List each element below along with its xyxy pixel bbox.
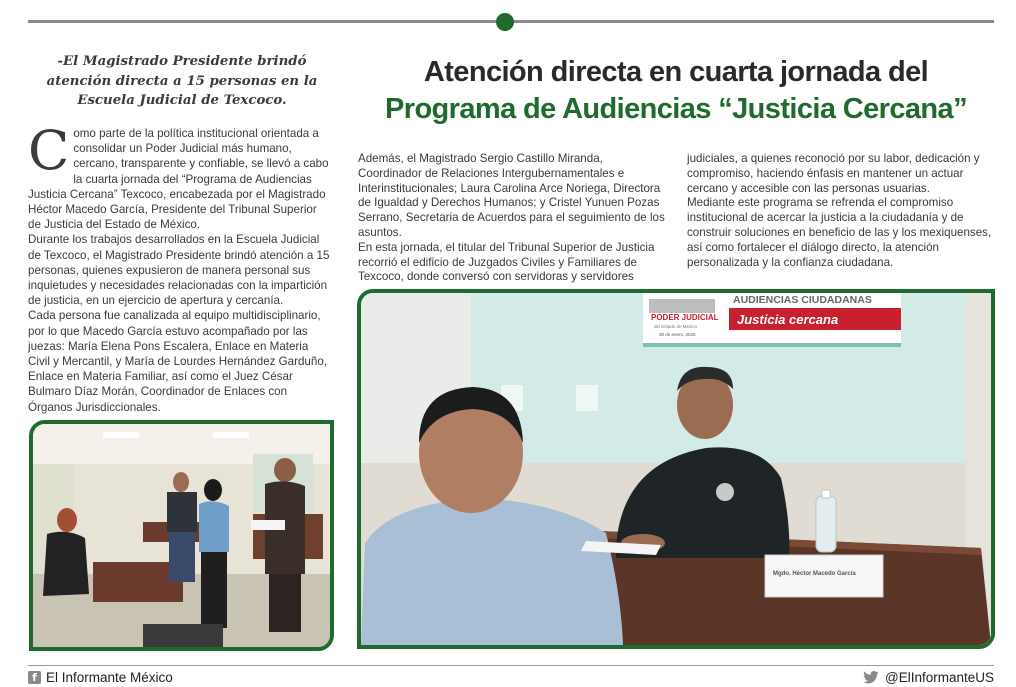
event-banner: [643, 293, 901, 347]
subhead: -El Magistrado Presidente brindó atención directa a 15 personas en la Escuela Judicial de Texcoco.: [46, 54, 318, 108]
left-paragraph-3: Cada persona fue canalizada al equipo multidisciplinario, por lo que Macedo García estuvo acompañado por las juezas: María Elena Pons Escalera, Enlace en Materia Civil y Mercantil, y María de Lourdes Hernández Garduño, Enlace en Materia Familiar, así como el Juez César Bulmaro Díaz Morán, Coordinador de Enlaces con Órganos Jurisdiccionales.: [28, 309, 327, 414]
right-paragraph-2: Mediante este programa se refrenda el compromiso institucional de acercar la justicia a la ciudadanía y de construir soluciones en beneficio de las y los mexiquenses, así como fortalecer el diálogo directo, la atención personalizada y la confianza ciudadana.: [687, 196, 992, 269]
right-column: [687, 152, 993, 270]
banner-audiencias: AUDIENCIAS CIUDADANAS: [733, 294, 872, 306]
footer-right[interactable]: [862, 670, 994, 685]
main-photo: [357, 289, 995, 649]
middle-paragraph-2: En esta jornada, el titular del Tribunal Superior de Justicia recorrió el edificio de Juzgados Civiles y Familiares de Texcoco, donde conversó con servidoras y servidores: [358, 240, 655, 284]
footer-right-text: @ElInformanteUS: [885, 670, 994, 685]
nameplate: [765, 555, 883, 597]
banner-date: 30 de enero, 2026: [659, 332, 696, 337]
middle-column: [358, 152, 668, 285]
footer-left-text: El Informante México: [46, 670, 173, 685]
banner-poder-judicial: PODER JUDICIAL: [651, 313, 719, 322]
left-column: [28, 119, 332, 415]
left-paragraph-1: [28, 119, 332, 232]
banner-sub: del Estado de México: [654, 324, 698, 329]
banner-justicia-cercana: Justicia cercana: [737, 312, 839, 327]
secondary-photo: [29, 420, 334, 651]
right-paragraph-1: judiciales, a quienes reconoció por su labor, dedicación y compromiso, haciendo énfasis en mantener un actuar cercano y accesible con las personas usuarias.: [687, 152, 980, 195]
footer-rule: [28, 665, 994, 666]
twitter-icon: [862, 671, 880, 685]
footer-left[interactable]: [28, 670, 173, 685]
water-bottle: [816, 490, 836, 552]
headline-line-2: Programa de Audiencias “Justicia Cercana”: [385, 93, 967, 125]
secondary-photo-scene: [33, 424, 330, 647]
left-paragraph-2: Durante los trabajos desarrollados en la Escuela Judicial de Texcoco, el Magistrado Presidente brindó atención a 15 personas, quienes expusieron de manera personal sus inquietudes y necesidades relacionadas con la impartición de justicia, en un ejercicio de apertura y cercanía.: [28, 233, 330, 308]
top-dot: [496, 13, 514, 31]
nameplate-text: Mgdo. Héctor Macedo García: [773, 571, 856, 577]
main-photo-scene: [361, 293, 991, 645]
left-paragraph-1-text: omo parte de la política institucional orientada a consolidar un Poder Judicial más humano, cercano, transparente y confiable, se llevó a cabo la cuarta jornada del “Programa de Audiencias Justicia Cercana” Texcoco, encabezada por el Magistrado Héctor Macedo García, Presidente del Tribunal Superior de Justicia del Estado de México.: [28, 127, 329, 232]
facebook-icon: f: [28, 671, 41, 684]
middle-paragraph-1: Además, el Magistrado Sergio Castillo Miranda, Coordinador de Relaciones Intergubernamentales e Interinstitucionales; Laura Carolina Arce Noriega, Directora de Igualdad y Derechos Humanos; y Cristel Yunuen Pozas Serrano, Secretaria de Acuerdos para el seguimiento de los asuntos.: [358, 152, 665, 239]
dropcap: C: [28, 119, 70, 182]
headline-line-1: Atención directa en cuarta jornada del: [423, 56, 929, 88]
headline: [356, 54, 996, 128]
